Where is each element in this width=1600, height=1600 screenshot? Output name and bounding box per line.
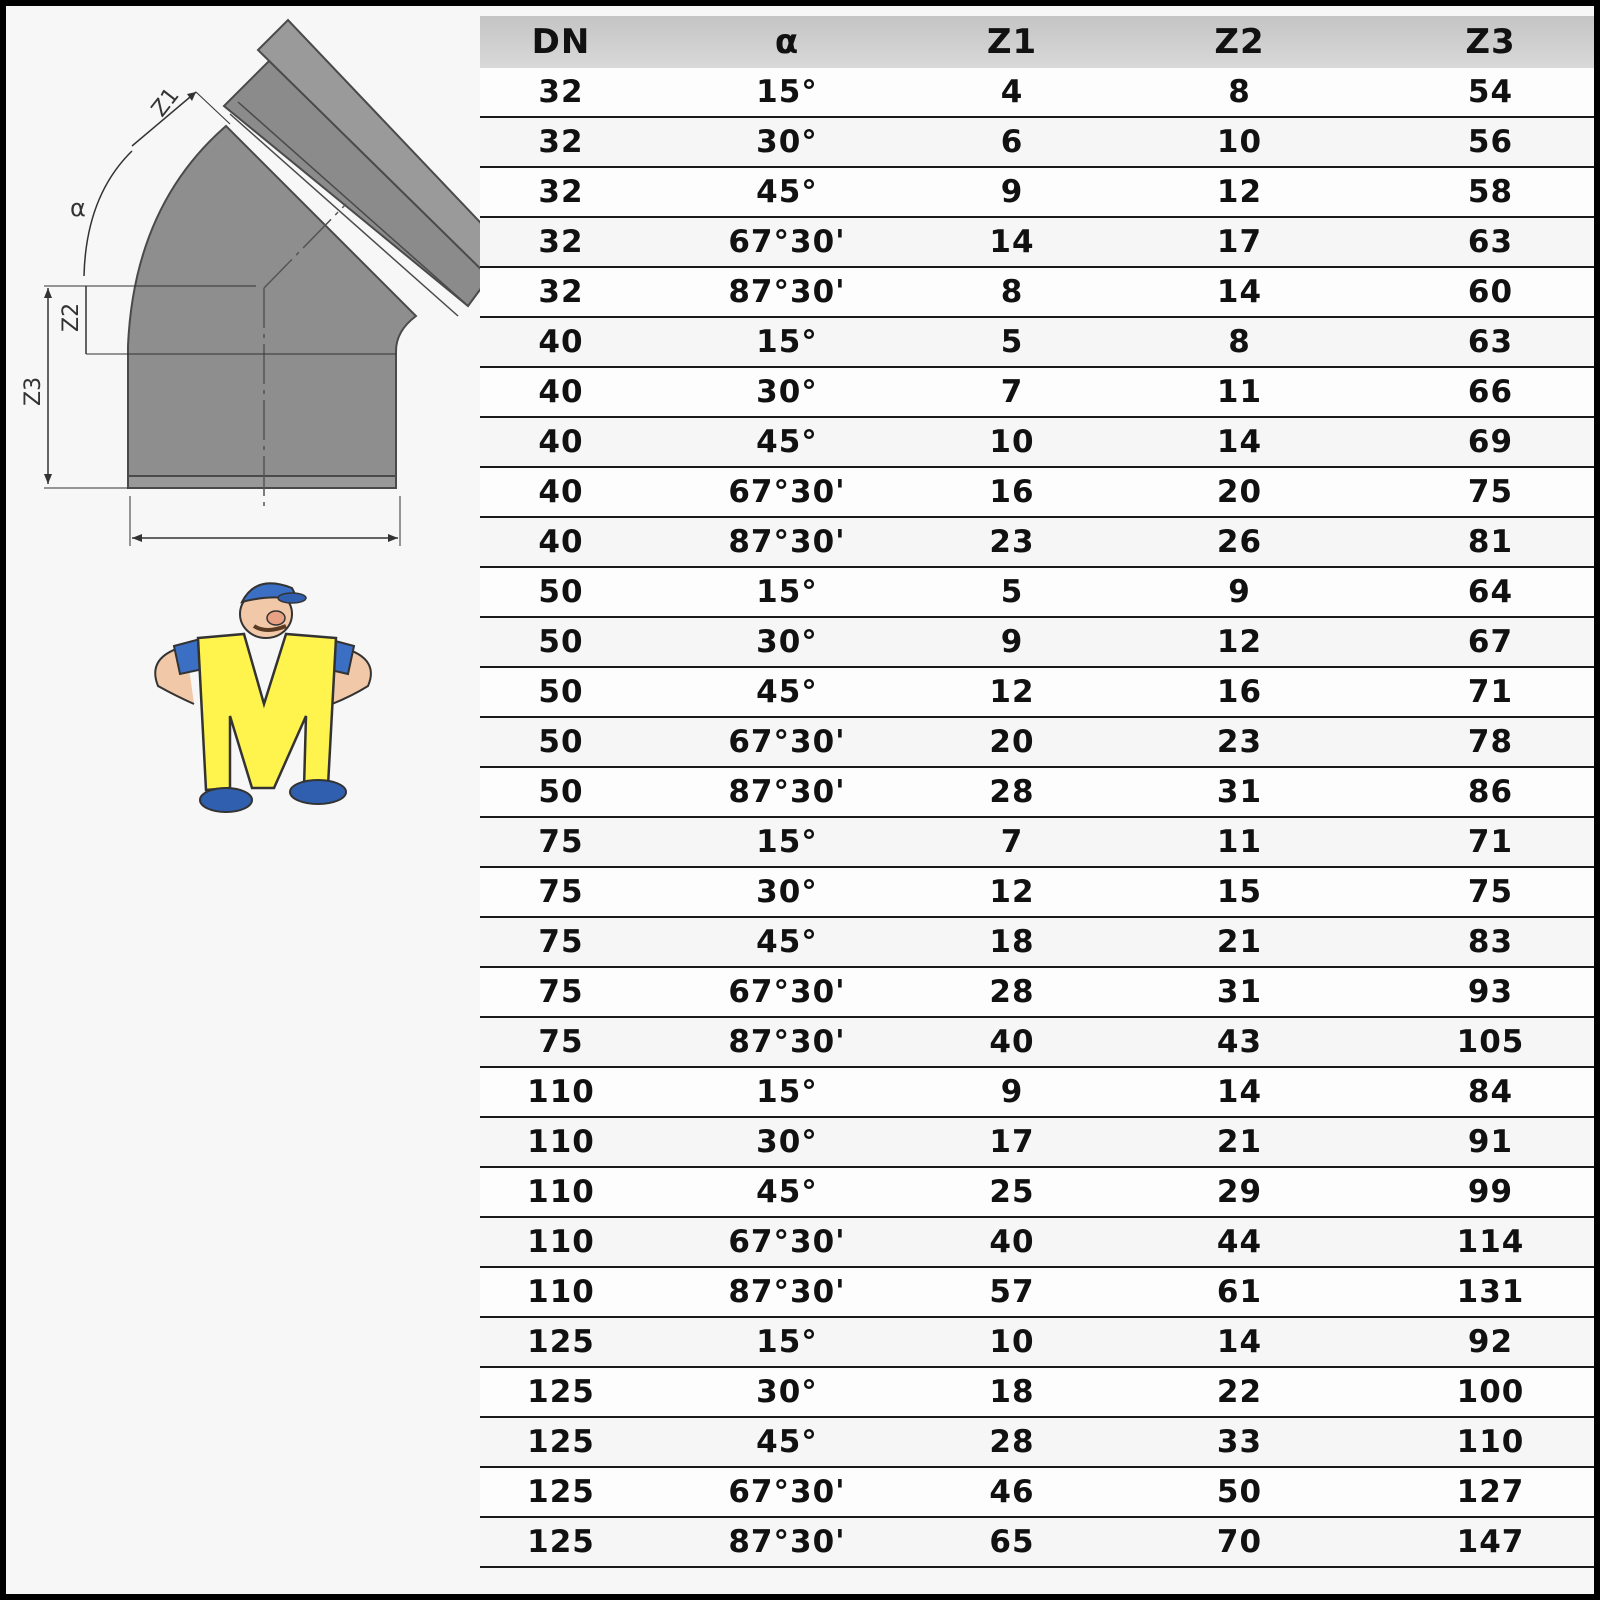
table-row (480, 1117, 1594, 1167)
cell-dn: 110 (480, 1067, 642, 1117)
cell-z3: 66 (1387, 367, 1594, 417)
cell-z2: 11 (1092, 367, 1387, 417)
dimensions-table (480, 16, 1594, 1568)
table-row (480, 417, 1594, 467)
cell-z3: 60 (1387, 267, 1594, 317)
cell-dn: 75 (480, 1017, 642, 1067)
table-row (480, 917, 1594, 967)
cell-z1: 9 (932, 167, 1092, 217)
cell-angle: 87°30' (642, 1517, 932, 1567)
cell-z3: 67 (1387, 617, 1594, 667)
pipe-bottom-rim (128, 476, 396, 488)
pipe-bend-drawing (6, 6, 526, 566)
cell-angle: 15° (642, 817, 932, 867)
cell-z3: 84 (1387, 1067, 1594, 1117)
cell-z1: 4 (932, 68, 1092, 117)
mascot-logo (146, 576, 386, 826)
cell-angle: 15° (642, 68, 932, 117)
cell-z2: 10 (1092, 117, 1387, 167)
cell-dn: 75 (480, 967, 642, 1017)
table-row (480, 367, 1594, 417)
cell-z1: 7 (932, 367, 1092, 417)
cell-z1: 40 (932, 1217, 1092, 1267)
z2-label: Z2 (59, 302, 84, 332)
cell-z3: 99 (1387, 1167, 1594, 1217)
cell-z2: 22 (1092, 1367, 1387, 1417)
cell-z1: 10 (932, 417, 1092, 467)
cell-z3: 71 (1387, 817, 1594, 867)
cell-z1: 14 (932, 217, 1092, 267)
cell-z2: 43 (1092, 1017, 1387, 1067)
cell-angle: 67°30' (642, 717, 932, 767)
cell-z1: 28 (932, 967, 1092, 1017)
cell-z2: 29 (1092, 1167, 1387, 1217)
cell-z2: 14 (1092, 1067, 1387, 1117)
cell-angle: 15° (642, 317, 932, 367)
cell-angle: 45° (642, 167, 932, 217)
cell-z3: 64 (1387, 567, 1594, 617)
cell-angle: 15° (642, 1067, 932, 1117)
cell-z3: 147 (1387, 1517, 1594, 1567)
cell-z3: 105 (1387, 1017, 1594, 1067)
table-row (480, 767, 1594, 817)
cell-z3: 93 (1387, 967, 1594, 1017)
cell-z2: 21 (1092, 1117, 1387, 1167)
table-row (480, 717, 1594, 767)
cell-z1: 12 (932, 667, 1092, 717)
table-row (480, 967, 1594, 1017)
cell-angle: 67°30' (642, 467, 932, 517)
cell-angle: 45° (642, 1167, 932, 1217)
z1-label: Z1 (147, 83, 185, 122)
cell-z2: 16 (1092, 667, 1387, 717)
table-row (480, 217, 1594, 267)
cell-angle: 15° (642, 1317, 932, 1367)
cell-dn: 32 (480, 68, 642, 117)
cell-z3: 92 (1387, 1317, 1594, 1367)
cell-z2: 9 (1092, 567, 1387, 617)
cell-z1: 25 (932, 1167, 1092, 1217)
cell-z1: 28 (932, 1417, 1092, 1467)
cell-z2: 44 (1092, 1217, 1387, 1267)
table-row (480, 167, 1594, 217)
cell-z2: 8 (1092, 317, 1387, 367)
cell-z2: 14 (1092, 417, 1387, 467)
table-row (480, 867, 1594, 917)
cell-dn: 50 (480, 767, 642, 817)
cell-z3: 75 (1387, 467, 1594, 517)
cell-z2: 8 (1092, 68, 1387, 117)
cell-z2: 14 (1092, 267, 1387, 317)
cell-z3: 83 (1387, 917, 1594, 967)
cell-z3: 100 (1387, 1367, 1594, 1417)
cell-z1: 18 (932, 917, 1092, 967)
cell-dn: 32 (480, 117, 642, 167)
cell-z2: 61 (1092, 1267, 1387, 1317)
table-row (480, 667, 1594, 717)
table-row (480, 1067, 1594, 1117)
cell-z2: 23 (1092, 717, 1387, 767)
cell-angle: 45° (642, 1417, 932, 1467)
cell-angle: 87°30' (642, 267, 932, 317)
cell-z1: 28 (932, 767, 1092, 817)
mascot-shoe-left (200, 788, 252, 812)
cell-angle: 30° (642, 1367, 932, 1417)
cell-z1: 18 (932, 1367, 1092, 1417)
cell-z1: 40 (932, 1017, 1092, 1067)
cell-z2: 14 (1092, 1317, 1387, 1367)
cell-z3: 63 (1387, 317, 1594, 367)
cell-z3: 78 (1387, 717, 1594, 767)
cell-dn: 125 (480, 1317, 642, 1367)
page-frame (6, 6, 1594, 1594)
cell-dn: 32 (480, 167, 642, 217)
table-header-row (480, 16, 1594, 68)
table-body (480, 68, 1594, 1567)
cell-z1: 5 (932, 317, 1092, 367)
cell-angle: 67°30' (642, 967, 932, 1017)
cell-angle: 67°30' (642, 1467, 932, 1517)
cell-z2: 31 (1092, 967, 1387, 1017)
table-row (480, 1217, 1594, 1267)
table-row (480, 1417, 1594, 1467)
cell-dn: 125 (480, 1367, 642, 1417)
cell-z3: 71 (1387, 667, 1594, 717)
cell-z2: 15 (1092, 867, 1387, 917)
table-row (480, 1517, 1594, 1567)
table-row (480, 267, 1594, 317)
cell-angle: 45° (642, 917, 932, 967)
cell-angle: 30° (642, 117, 932, 167)
cell-dn: 75 (480, 817, 642, 867)
cell-dn: 125 (480, 1417, 642, 1467)
cell-z3: 114 (1387, 1217, 1594, 1267)
cell-z3: 63 (1387, 217, 1594, 267)
cell-z1: 46 (932, 1467, 1092, 1517)
cell-dn: 40 (480, 517, 642, 567)
table-row (480, 1317, 1594, 1367)
cell-dn: 110 (480, 1217, 642, 1267)
cell-dn: 40 (480, 367, 642, 417)
cell-z3: 69 (1387, 417, 1594, 467)
table-row (480, 617, 1594, 667)
cell-angle: 30° (642, 367, 932, 417)
cell-z2: 17 (1092, 217, 1387, 267)
cell-z2: 12 (1092, 167, 1387, 217)
cell-z3: 91 (1387, 1117, 1594, 1167)
table-row (480, 1017, 1594, 1067)
table-row (480, 1267, 1594, 1317)
table-row (480, 1367, 1594, 1417)
cell-dn: 75 (480, 917, 642, 967)
cell-z2: 31 (1092, 767, 1387, 817)
header-z2: Z2 (1092, 16, 1387, 68)
cell-z1: 9 (932, 617, 1092, 667)
cell-z3: 54 (1387, 68, 1594, 117)
cell-z2: 70 (1092, 1517, 1387, 1567)
cell-z1: 16 (932, 467, 1092, 517)
table-row (480, 817, 1594, 867)
cell-z1: 65 (932, 1517, 1092, 1567)
cell-dn: 32 (480, 267, 642, 317)
table-row (480, 567, 1594, 617)
header-angle: α (642, 16, 932, 68)
table-row (480, 117, 1594, 167)
cell-z3: 56 (1387, 117, 1594, 167)
cell-z1: 12 (932, 867, 1092, 917)
table-row (480, 517, 1594, 567)
table-row (480, 467, 1594, 517)
cell-z1: 5 (932, 567, 1092, 617)
cell-angle: 87°30' (642, 517, 932, 567)
cell-dn: 40 (480, 417, 642, 467)
header-z3: Z3 (1387, 16, 1594, 68)
cell-angle: 67°30' (642, 1217, 932, 1267)
cell-z2: 21 (1092, 917, 1387, 967)
cell-z1: 8 (932, 267, 1092, 317)
cell-angle: 67°30' (642, 217, 932, 267)
cell-z2: 12 (1092, 617, 1387, 667)
cell-z2: 11 (1092, 817, 1387, 867)
cell-z2: 33 (1092, 1417, 1387, 1467)
cell-z3: 75 (1387, 867, 1594, 917)
cell-dn: 75 (480, 867, 642, 917)
cell-dn: 40 (480, 467, 642, 517)
cell-angle: 87°30' (642, 1267, 932, 1317)
cell-z2: 26 (1092, 517, 1387, 567)
cell-z2: 50 (1092, 1467, 1387, 1517)
cell-angle: 30° (642, 867, 932, 917)
cell-dn: 50 (480, 717, 642, 767)
cell-z1: 6 (932, 117, 1092, 167)
cell-dn: 50 (480, 567, 642, 617)
cell-dn: 110 (480, 1167, 642, 1217)
table-row (480, 1167, 1594, 1217)
cell-angle: 87°30' (642, 767, 932, 817)
cell-angle: 30° (642, 617, 932, 667)
cell-dn: 110 (480, 1267, 642, 1317)
cell-dn: 125 (480, 1467, 642, 1517)
cell-dn: 110 (480, 1117, 642, 1167)
cell-z3: 131 (1387, 1267, 1594, 1317)
cell-z1: 9 (932, 1067, 1092, 1117)
alpha-label: α (70, 194, 86, 222)
cell-dn: 40 (480, 317, 642, 367)
table-row (480, 1467, 1594, 1517)
z3-label: Z3 (21, 376, 46, 406)
cell-z3: 58 (1387, 167, 1594, 217)
table-row (480, 317, 1594, 367)
cell-dn: 50 (480, 667, 642, 717)
table-row (480, 68, 1594, 117)
cell-dn: 32 (480, 217, 642, 267)
cell-z1: 23 (932, 517, 1092, 567)
mascot-m-letter (198, 634, 336, 790)
mascot-shoe-right (290, 780, 346, 804)
cell-angle: 87°30' (642, 1017, 932, 1067)
cell-z3: 86 (1387, 767, 1594, 817)
cell-z3: 81 (1387, 517, 1594, 567)
cell-dn: 125 (480, 1517, 642, 1567)
cell-angle: 45° (642, 667, 932, 717)
cell-z1: 10 (932, 1317, 1092, 1367)
cell-z1: 7 (932, 817, 1092, 867)
cell-z1: 20 (932, 717, 1092, 767)
cell-z2: 20 (1092, 467, 1387, 517)
header-z1: Z1 (932, 16, 1092, 68)
cell-angle: 15° (642, 567, 932, 617)
cell-z1: 57 (932, 1267, 1092, 1317)
cell-z1: 17 (932, 1117, 1092, 1167)
cell-z3: 110 (1387, 1417, 1594, 1467)
cell-dn: 50 (480, 617, 642, 667)
cell-angle: 45° (642, 417, 932, 467)
cell-z3: 127 (1387, 1467, 1594, 1517)
cell-angle: 30° (642, 1117, 932, 1167)
header-dn: DN (480, 16, 642, 68)
